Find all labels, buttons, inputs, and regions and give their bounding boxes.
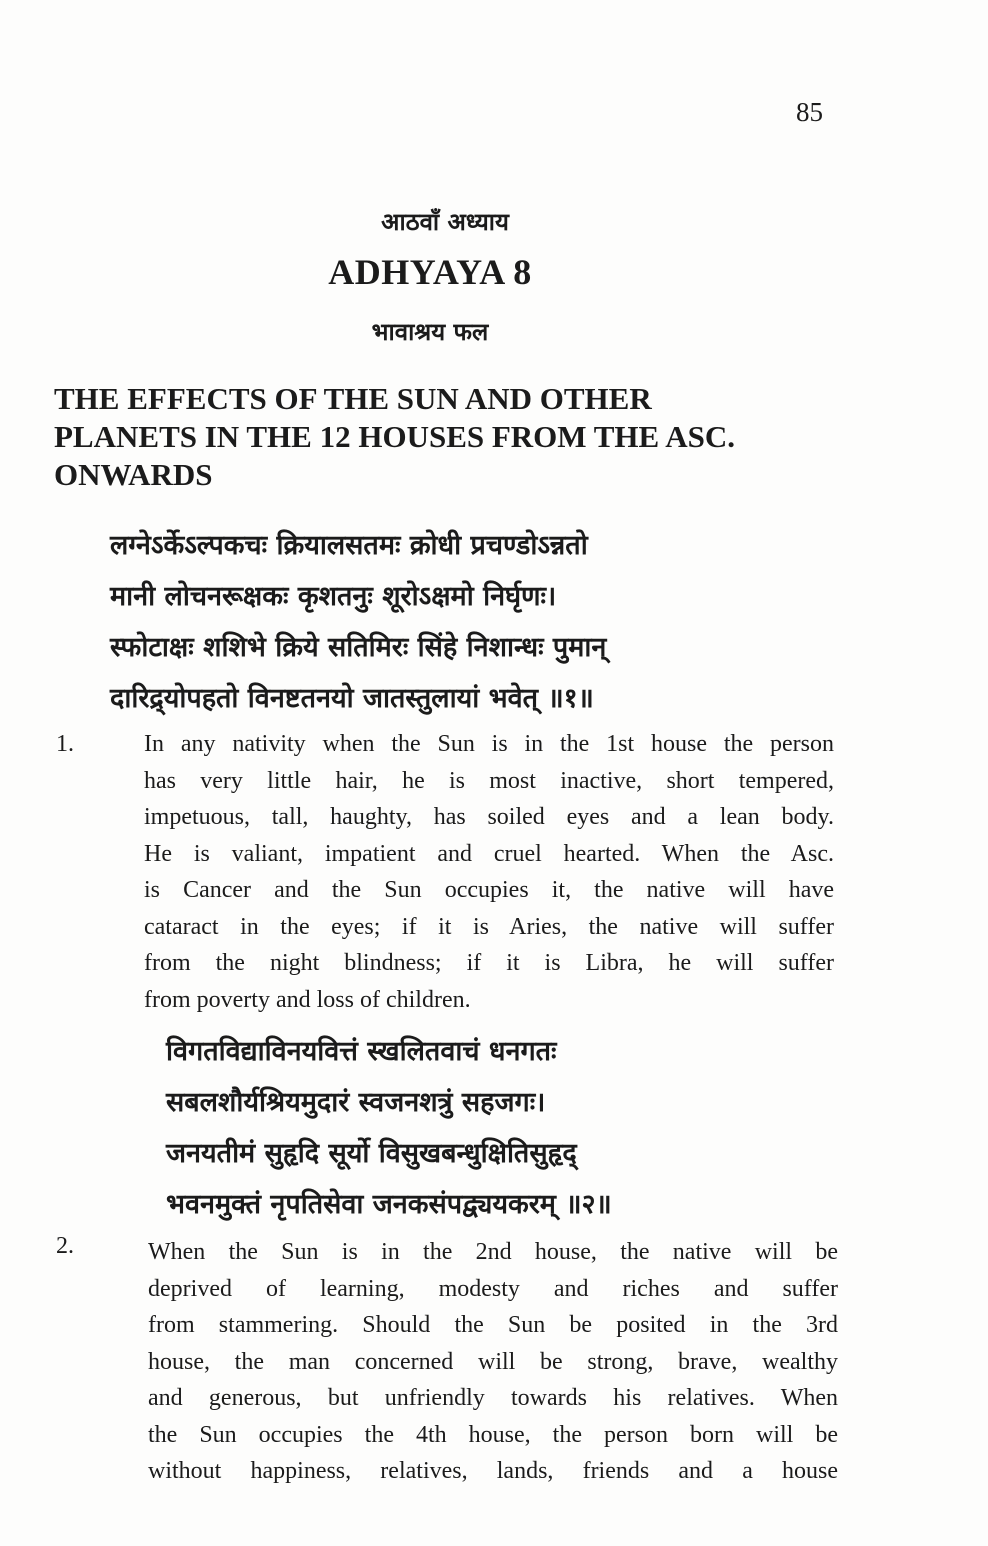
sanskrit-verse-1 (110, 520, 606, 724)
verse-line: स्फोटाक्षः शशिभे क्रिये सतिमिरः सिंहे निशान्धः पुमान् (110, 632, 607, 663)
paragraph-number: 1. (56, 731, 74, 757)
verse-line: सबलशौर्यश्रियमुदारं स्वजनशत्रुं सहजगः। (166, 1087, 546, 1118)
paragraph-line: In any nativity when the Sun is in the 1st house the person (144, 731, 834, 757)
verse-line: दारिद्र्योपहतो विनष्टतनयो जातस्तुलायां भवेत् ॥१॥ (110, 683, 594, 714)
paragraph-line: without happiness, relatives, lands, friends and a house (148, 1458, 838, 1484)
translation-paragraph-2 (148, 1234, 838, 1490)
paragraph-line: house, the man concerned will be strong, brave, wealthy (148, 1348, 838, 1375)
paragraph-line: has very little hair, he is most inactive, short tempered, (144, 767, 834, 794)
paragraph-line: When the Sun is in the 2nd house, the native will be (148, 1239, 838, 1265)
sanskrit-verse-2 (166, 1026, 612, 1230)
paragraph-line: is Cancer and the Sun occupies it, the native will have (144, 877, 834, 903)
paragraph-line: deprived of learning, modesty and riches and suffer (148, 1275, 838, 1302)
section-title-line: THE EFFECTS OF THE SUN AND OTHER (54, 381, 652, 416)
chapter-title: ADHYAYA 8 (328, 252, 532, 292)
section-title-line: PLANETS IN THE 12 HOUSES FROM THE ASC. (54, 419, 736, 454)
paragraph-line: He is valiant, impatient and cruel hearted. When the Asc. (144, 840, 834, 867)
paragraph-line: and generous, but unfriendly towards his relatives. When (148, 1385, 838, 1411)
verse-line: मानी लोचनरूक्षकः कृशतनुः शूरोऽक्षमो निर्घृणः। (110, 581, 557, 612)
paragraph-number: 2. (56, 1233, 74, 1259)
section-title (54, 380, 834, 494)
paragraph-line: cataract in the eyes; if it is Aries, the native will suffer (144, 913, 834, 940)
paragraph-line: from poverty and loss of children. (144, 986, 471, 1013)
paragraph-line: from stammering. Should the Sun be posited in the 3rd (148, 1312, 838, 1338)
paragraph-line: from the night blindness; if it is Libra, he will suffer (144, 950, 834, 976)
paragraph-line: the Sun occupies the 4th house, the person born will be (148, 1421, 838, 1448)
verse-line: विगतविद्याविनयवित्तं स्खलितवाचं धनगतः (166, 1036, 557, 1067)
verse-line: लग्नेऽर्केऽल्पकचः क्रियालसतमः क्रोधी प्रचण्डोऽन्नतो (110, 530, 588, 561)
section-heading-devanagari: भावाश्रय फल (371, 318, 489, 346)
section-title-line: ONWARDS (54, 457, 213, 492)
translation-paragraph-1 (144, 726, 834, 1018)
paragraph-line: impetuous, tall, haughty, has soiled eyes and a lean body. (144, 804, 834, 830)
chapter-heading-devanagari: आठवाँ अध्याय (381, 208, 509, 236)
verse-line: जनयतीमं सुहृदि सूर्यो विसुखबन्धुक्षितिसुहृद् (166, 1138, 577, 1169)
page-number: 85 (796, 97, 823, 127)
verse-line: भवनमुक्तं नृपतिसेवा जनकसंपद्व्ययकरम् ॥२॥ (166, 1189, 612, 1220)
